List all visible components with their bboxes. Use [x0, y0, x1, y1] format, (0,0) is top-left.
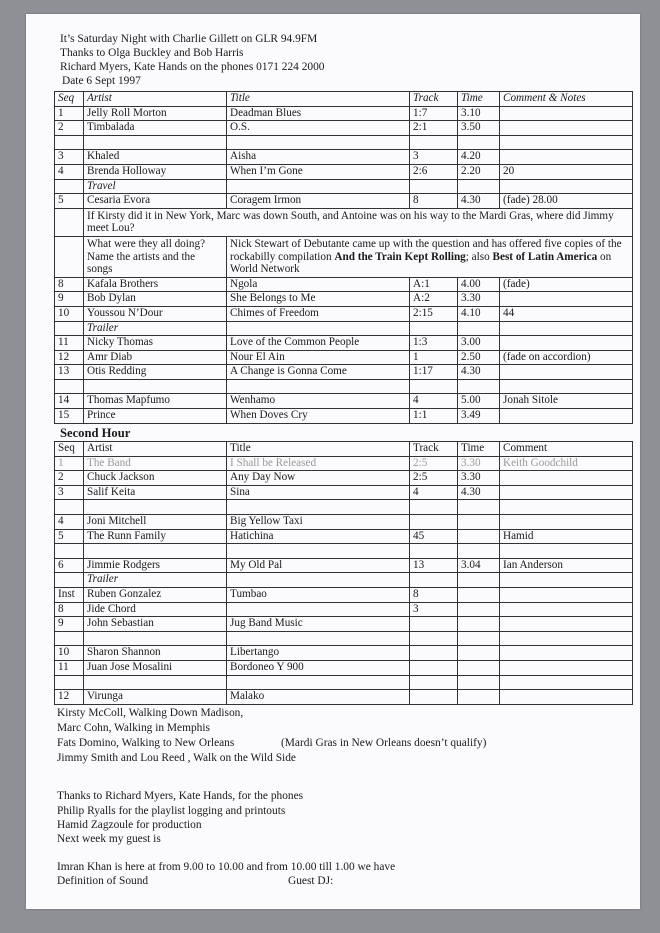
cell-comment: 44	[500, 306, 633, 321]
table-row	[55, 306, 633, 321]
thanks-line-1: Thanks to Richard Myers, Kate Hands, for the phones	[57, 790, 304, 802]
table-row	[55, 409, 633, 424]
cell-time: 3.30	[458, 292, 500, 307]
cell-artist	[84, 675, 227, 690]
cell-track	[410, 379, 458, 394]
cell-comment	[500, 646, 633, 661]
cell-artist: Cesaria Evora	[84, 194, 227, 209]
cell-artist: Brenda Holloway	[84, 164, 227, 179]
cell-title: Love of the Common People	[227, 336, 410, 351]
promo-row	[55, 236, 633, 277]
cell-time: 4.30	[458, 365, 500, 380]
cell-seq: 5	[55, 529, 84, 544]
cell-title	[227, 379, 410, 394]
cell-comment	[500, 106, 633, 121]
cell-artist: Timbalada	[84, 121, 227, 136]
cell-title: She Belongs to Me	[227, 292, 410, 307]
table-row	[55, 164, 633, 179]
cell-artist: Salif Keita	[84, 485, 227, 500]
cell-time: 4.20	[458, 150, 500, 165]
cell-seq	[55, 379, 84, 394]
column-header: Seq	[55, 442, 84, 457]
cell-comment	[500, 544, 633, 559]
cell-artist: Otis Redding	[84, 365, 227, 380]
cell-track: 2:5	[410, 471, 458, 486]
answer-line-3-note: (Mardi Gras in New Orleans doesn’t qualify)	[281, 737, 487, 749]
cell-track: 2:1	[410, 121, 458, 136]
column-header: Track	[410, 442, 458, 457]
cell-track	[410, 544, 458, 559]
cell-artist: Youssou N’Dour	[84, 306, 227, 321]
column-header: Comment	[500, 442, 633, 457]
cell-comment	[500, 121, 633, 136]
cell-seq: 12	[55, 690, 84, 705]
cell-time: 4.30	[458, 485, 500, 500]
cell-track: 45	[410, 529, 458, 544]
cell-title: When I’m Gone	[227, 164, 410, 179]
column-header: Time	[458, 92, 500, 107]
column-header: Comment & Notes	[500, 92, 633, 107]
column-header: Artist	[84, 442, 227, 457]
cell-title: O.S.	[227, 121, 410, 136]
cell-artist: Chuck Jackson	[84, 471, 227, 486]
cell-track	[410, 646, 458, 661]
cell-track: 1:3	[410, 336, 458, 351]
cell-comment	[500, 409, 633, 424]
column-header: Title	[227, 442, 410, 457]
cell-seq	[55, 675, 84, 690]
document-page	[26, 14, 640, 909]
cell-comment: (fade)	[500, 277, 633, 292]
cell-comment	[500, 514, 633, 529]
cell-track: 2:5	[410, 456, 458, 471]
cell-track	[410, 135, 458, 150]
cell-artist: The Runn Family	[84, 529, 227, 544]
table-row	[55, 514, 633, 529]
cell-seq	[55, 631, 84, 646]
cell-title	[227, 135, 410, 150]
cell-artist: Sharon Shannon	[84, 646, 227, 661]
promo-text-end: on World Network	[230, 250, 612, 276]
cell-time	[458, 500, 500, 515]
cell-comment: Jonah Sitole	[500, 394, 633, 409]
cell-seq: 14	[55, 394, 84, 409]
cell-track: 2:15	[410, 306, 458, 321]
cell-title	[227, 602, 410, 617]
cell-seq: 11	[55, 336, 84, 351]
cell-seq: 8	[55, 277, 84, 292]
cell-comment: (fade) 28.00	[500, 194, 633, 209]
cell-time	[458, 646, 500, 661]
cell-time	[458, 587, 500, 602]
cell-title: Any Day Now	[227, 471, 410, 486]
cell-track: 4	[410, 394, 458, 409]
cell-track	[410, 573, 458, 588]
promo-text	[227, 236, 633, 277]
cell-time: 2.20	[458, 164, 500, 179]
cell-seq: 3	[55, 485, 84, 500]
cell-track	[410, 514, 458, 529]
cell-title: My Old Pal	[227, 558, 410, 573]
cell-time	[458, 135, 500, 150]
cell-seq: 9	[55, 617, 84, 632]
cell-time	[458, 514, 500, 529]
cell-track: 1	[410, 350, 458, 365]
table-row	[55, 617, 633, 632]
cell-title	[227, 179, 410, 194]
cell-comment	[500, 587, 633, 602]
cell-seq: 5	[55, 194, 84, 209]
cell-title: When Doves Cry	[227, 409, 410, 424]
cell-time	[458, 544, 500, 559]
cell-artist: Kafala Brothers	[84, 277, 227, 292]
table-row	[55, 646, 633, 661]
cell-comment	[500, 150, 633, 165]
table-row	[55, 485, 633, 500]
cell-seq: 4	[55, 164, 84, 179]
cell-comment	[500, 471, 633, 486]
cell-seq: 6	[55, 558, 84, 573]
cell-artist: Travel	[84, 179, 227, 194]
header-line-3: Richard Myers, Kate Hands on the phones 0171 224 2000	[60, 61, 325, 73]
table-row	[55, 150, 633, 165]
cell-artist: Jimmie Rodgers	[84, 558, 227, 573]
blank-row	[55, 544, 633, 559]
column-header: Artist	[84, 92, 227, 107]
cell-comment	[500, 660, 633, 675]
cell-time	[458, 602, 500, 617]
cell-artist: Bob Dylan	[84, 292, 227, 307]
table-row	[55, 602, 633, 617]
promo-text-start: Nick Stewart of Debutante came up with the question and has offered five copies of the rockabilly compilation	[230, 237, 622, 263]
cell-seq: 3	[55, 150, 84, 165]
cell-artist	[84, 135, 227, 150]
note-row	[55, 208, 633, 236]
cell-seq: 1	[55, 456, 84, 471]
cell-time: 3.10	[458, 106, 500, 121]
cell-artist	[84, 500, 227, 515]
cell-track: A:2	[410, 292, 458, 307]
cell-comment: Keith Goodchild	[500, 456, 633, 471]
cell-title: Big Yellow Taxi	[227, 514, 410, 529]
cell-comment	[500, 617, 633, 632]
blank-row	[55, 135, 633, 150]
cell-seq	[55, 573, 84, 588]
cell-artist: Ruben Gonzalez	[84, 587, 227, 602]
header-line-2: Thanks to Olga Buckley and Bob Harris	[60, 47, 244, 59]
cell-track: 2:6	[410, 164, 458, 179]
cell-seq	[55, 179, 84, 194]
cell-title: Ngola	[227, 277, 410, 292]
cell-time	[458, 321, 500, 336]
cell-seq	[55, 321, 84, 336]
cell-title: Malako	[227, 690, 410, 705]
answer-line-1: Kirsty McColl, Walking Down Madison,	[57, 707, 244, 719]
cell-title: A Change is Gonna Come	[227, 365, 410, 380]
cell-title	[227, 631, 410, 646]
table-row	[55, 350, 633, 365]
cell-comment	[500, 365, 633, 380]
cell-title: Hatichina	[227, 529, 410, 544]
table-row	[55, 121, 633, 136]
blank-row	[55, 631, 633, 646]
cell-seq: 4	[55, 514, 84, 529]
table-row	[55, 660, 633, 675]
cell-time: 4.00	[458, 277, 500, 292]
cell-title	[227, 544, 410, 559]
cell-time: 3.00	[458, 336, 500, 351]
cell-time: 3.49	[458, 409, 500, 424]
cell-comment: Ian Anderson	[500, 558, 633, 573]
answer-line-3: Fats Domino, Walking to New Orleans	[57, 737, 235, 749]
cell-title: Wenhamo	[227, 394, 410, 409]
cell-artist: The Band	[84, 456, 227, 471]
table-row	[55, 394, 633, 409]
cell-time	[458, 675, 500, 690]
cell-comment	[500, 379, 633, 394]
cell-comment	[500, 336, 633, 351]
cell-time: 2.50	[458, 350, 500, 365]
table-row	[55, 587, 633, 602]
playlist-table-first-hour	[54, 91, 633, 424]
cell-artist: Juan Jose Mosalini	[84, 660, 227, 675]
cell-seq	[55, 544, 84, 559]
cell-title: Tumbao	[227, 587, 410, 602]
column-header: Title	[227, 92, 410, 107]
cell-title: Nour El Ain	[227, 350, 410, 365]
cell-time: 3.50	[458, 121, 500, 136]
cell-track	[410, 675, 458, 690]
column-header: Track	[410, 92, 458, 107]
quiz-note: If Kirsty did it in New York, Marc was down South, and Antoine was on his way to the Mardi Gras, where did Jimmy meet Lou?	[84, 208, 633, 236]
cell-time	[458, 573, 500, 588]
cell-time: 5.00	[458, 394, 500, 409]
cell-track	[410, 631, 458, 646]
cell-track	[410, 179, 458, 194]
cell-time: 3.30	[458, 471, 500, 486]
cell-comment	[500, 602, 633, 617]
cell-track: 1:1	[410, 409, 458, 424]
cell-time: 3.30	[458, 456, 500, 471]
cell-artist	[84, 631, 227, 646]
cell-title: Sina	[227, 485, 410, 500]
playlist-table-second-hour	[54, 441, 633, 705]
cell-time	[458, 617, 500, 632]
cell-title	[227, 675, 410, 690]
cell-artist	[84, 379, 227, 394]
cell-time	[458, 529, 500, 544]
cell-track	[410, 660, 458, 675]
cell-track: 3	[410, 602, 458, 617]
cell-track: 3	[410, 150, 458, 165]
column-header: Seq	[55, 92, 84, 107]
cell-time: 4.30	[458, 194, 500, 209]
cell-time	[458, 660, 500, 675]
cell-track: 13	[410, 558, 458, 573]
cell-track: 8	[410, 587, 458, 602]
cell-seq: 11	[55, 660, 84, 675]
cell-comment	[500, 179, 633, 194]
cell-title: Libertango	[227, 646, 410, 661]
cell-comment	[500, 690, 633, 705]
cell-title	[227, 573, 410, 588]
cell-track: 8	[410, 194, 458, 209]
cell-comment	[500, 321, 633, 336]
cell-seq: 2	[55, 121, 84, 136]
cell-track	[410, 321, 458, 336]
cell-time: 3.04	[458, 558, 500, 573]
table-header-row	[55, 92, 633, 107]
cell-track	[410, 617, 458, 632]
cell-seq: 10	[55, 646, 84, 661]
table-row	[55, 277, 633, 292]
cell-title: Deadman Blues	[227, 106, 410, 121]
cell-seq: 2	[55, 471, 84, 486]
thanks-line-6: Definition of Sound	[57, 875, 149, 887]
cell-title	[227, 500, 410, 515]
cell-time	[458, 379, 500, 394]
promo-album-1: And the Train Kept Rolling	[334, 250, 466, 263]
cell-artist: Amr Diab	[84, 350, 227, 365]
cell-time	[458, 690, 500, 705]
table-row	[55, 690, 633, 705]
cell-seq: 10	[55, 306, 84, 321]
cell-track: A:1	[410, 277, 458, 292]
cell-artist: Trailer	[84, 573, 227, 588]
second-hour-heading: Second Hour	[60, 426, 131, 440]
thanks-line-4: Next week my guest is	[57, 833, 161, 845]
table-row	[55, 106, 633, 121]
cell-title: Bordoneo Y 900	[227, 660, 410, 675]
cell-artist: Virunga	[84, 690, 227, 705]
blank-row	[55, 379, 633, 394]
table-row	[55, 292, 633, 307]
cell-track: 1:7	[410, 106, 458, 121]
cell-artist: Trailer	[84, 321, 227, 336]
cell-time	[458, 631, 500, 646]
cell-title: I Shall be Released	[227, 456, 410, 471]
cell-comment: Hamid	[500, 529, 633, 544]
cell-artist: Thomas Mapfumo	[84, 394, 227, 409]
cell-time	[458, 179, 500, 194]
table-row	[55, 471, 633, 486]
thanks-line-2: Philip Ryalls for the playlist logging and printouts	[57, 805, 286, 817]
cell-artist: Joni Mitchell	[84, 514, 227, 529]
cell-artist: Nicky Thomas	[84, 336, 227, 351]
cell-artist: John Sebastian	[84, 617, 227, 632]
cell-comment: 20	[500, 164, 633, 179]
header-line-1: It’s Saturday Night with Charlie Gillett on GLR 94.9FM	[60, 33, 318, 45]
cell-track: 1:17	[410, 365, 458, 380]
cell-seq: 9	[55, 292, 84, 307]
table-row	[55, 321, 633, 336]
promo-text-mid: ; also	[465, 250, 493, 263]
table-row	[55, 179, 633, 194]
cell-title: Chimes of Freedom	[227, 306, 410, 321]
thanks-line-3: Hamid Zagzoule for production	[57, 819, 202, 831]
promo-album-2: Best of Latin America	[492, 250, 598, 263]
table-row	[55, 194, 633, 209]
table-row	[55, 365, 633, 380]
table-row	[55, 456, 633, 471]
cell-artist: Jelly Roll Morton	[84, 106, 227, 121]
thanks-line-5: Imran Khan is here at from 9.00 to 10.00 and from 10.00 till 1.00 we have	[57, 861, 396, 873]
cell-artist: Khaled	[84, 150, 227, 165]
cell-seq: 8	[55, 602, 84, 617]
cell-comment	[500, 292, 633, 307]
blank-row	[55, 500, 633, 515]
answer-line-2: Marc Cohn, Walking in Memphis	[57, 722, 210, 734]
cell-track	[410, 500, 458, 515]
cell-comment	[500, 500, 633, 515]
table-header-row	[55, 442, 633, 457]
guest-dj-label: Guest DJ:	[288, 875, 334, 887]
table-row	[55, 558, 633, 573]
cell-artist: Jide Chord	[84, 602, 227, 617]
cell-title: Coragem Irmon	[227, 194, 410, 209]
cell-seq	[55, 135, 84, 150]
cell-artist: Prince	[84, 409, 227, 424]
cell-title	[227, 321, 410, 336]
cell-seq: 1	[55, 106, 84, 121]
cell-track	[410, 690, 458, 705]
table-row	[55, 573, 633, 588]
cell-seq: 12	[55, 350, 84, 365]
table-row	[55, 336, 633, 351]
quiz-question: What were they all doing? Name the artists and the songs	[84, 236, 227, 277]
cell-comment	[500, 631, 633, 646]
column-header: Time	[458, 442, 500, 457]
cell-comment	[500, 675, 633, 690]
cell-title: Jug Band Music	[227, 617, 410, 632]
cell-time: 4.10	[458, 306, 500, 321]
cell-title: Aisha	[227, 150, 410, 165]
table-row	[55, 529, 633, 544]
cell-comment	[500, 135, 633, 150]
cell-comment	[500, 573, 633, 588]
answer-line-4: Jimmy Smith and Lou Reed , Walk on the Wild Side	[57, 752, 296, 764]
blank-row	[55, 675, 633, 690]
cell-track: 4	[410, 485, 458, 500]
cell-seq: 15	[55, 409, 84, 424]
cell-comment	[500, 485, 633, 500]
header-date: Date 6 Sept 1997	[62, 75, 141, 87]
cell-seq: 13	[55, 365, 84, 380]
cell-artist	[84, 544, 227, 559]
cell-seq: Inst	[55, 587, 84, 602]
cell-seq	[55, 500, 84, 515]
cell-comment: (fade on accordion)	[500, 350, 633, 365]
